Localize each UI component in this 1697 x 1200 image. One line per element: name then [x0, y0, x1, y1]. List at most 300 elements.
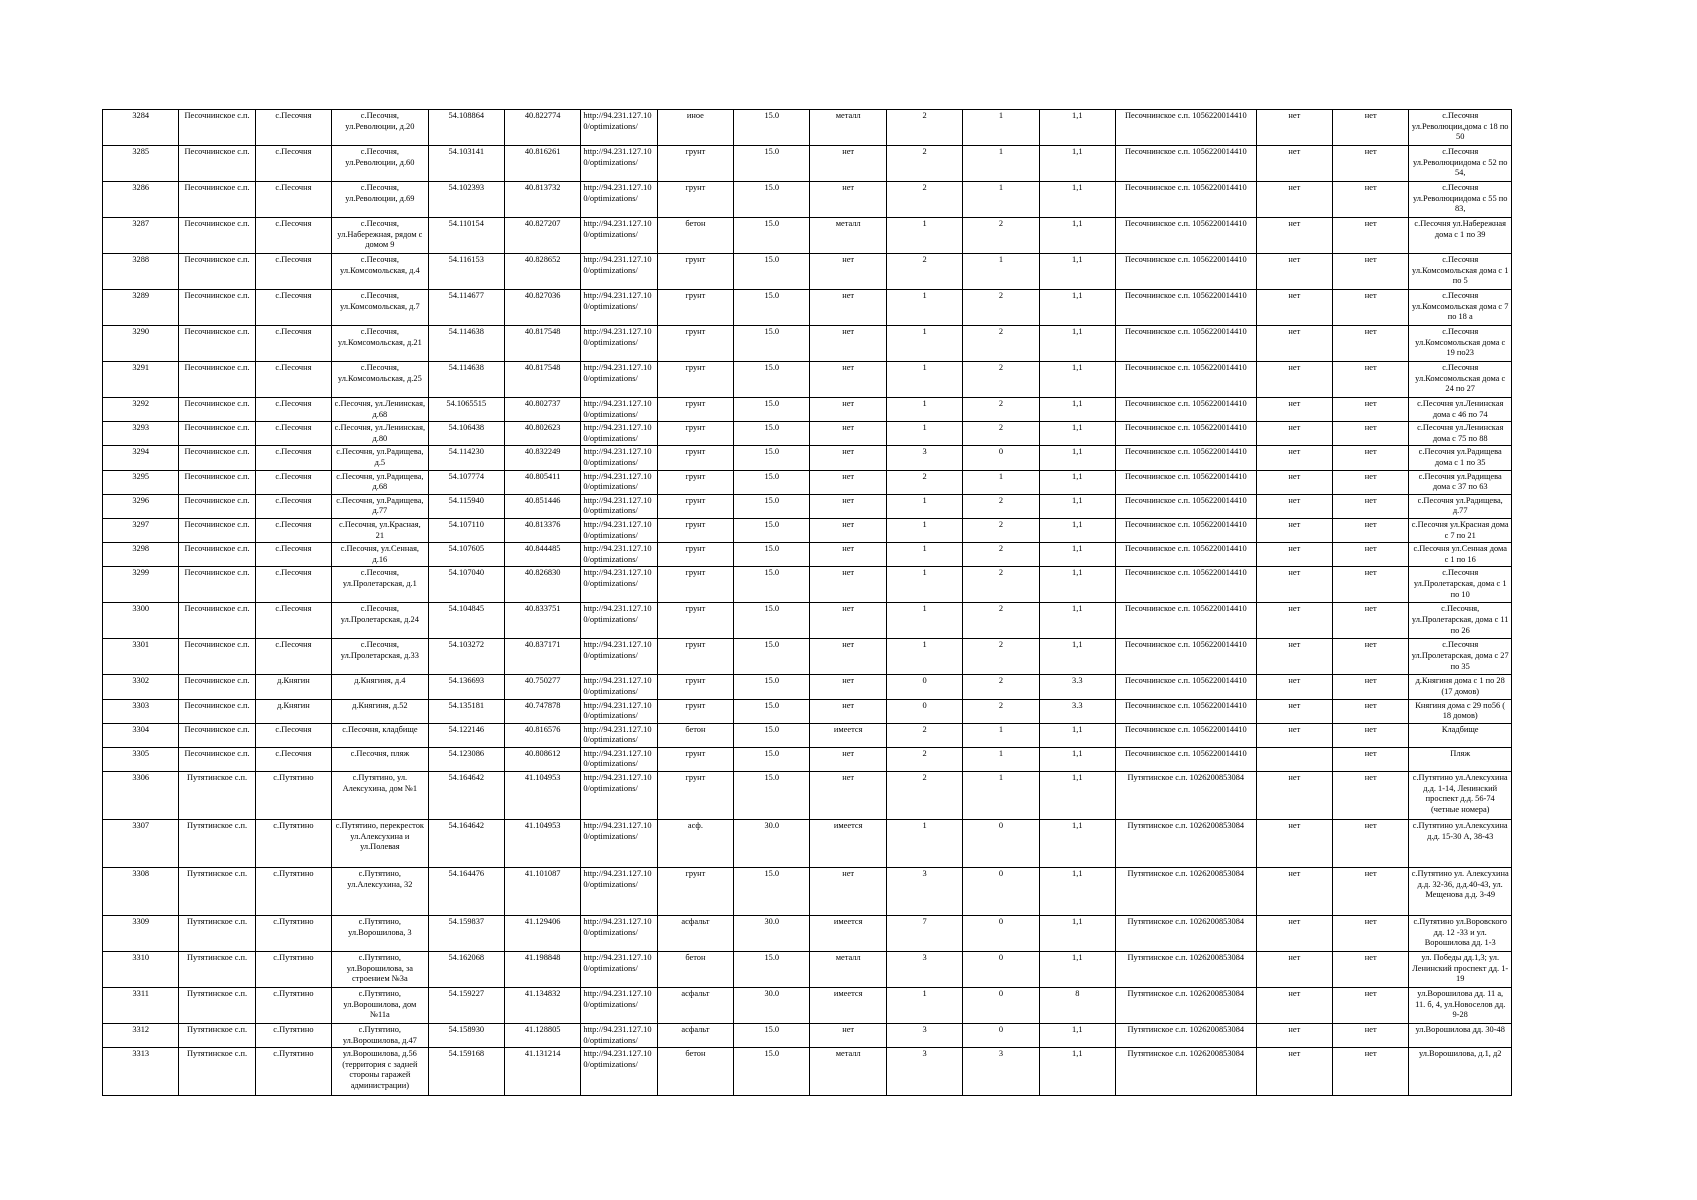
table-row — [103, 952, 1512, 988]
cell-containers: 1 — [886, 398, 962, 422]
cell-flag-a: нет — [1256, 422, 1332, 446]
cell-url[interactable]: http://94.231.127.100/optimizations/ — [581, 567, 657, 603]
cell-bunkers: 2 — [963, 398, 1039, 422]
cell-bunkers: 1 — [963, 747, 1039, 771]
cell-address: с.Песочня, ул.Комсомольская, д.21 — [332, 326, 428, 362]
cell-bunkers: 0 — [963, 446, 1039, 470]
cell-longitude: 40.747878 — [504, 699, 580, 723]
cell-locality: с.Путятино — [255, 1024, 331, 1048]
cell-url[interactable]: http://94.231.127.100/optimizations/ — [581, 422, 657, 446]
cell-id: 3304 — [103, 723, 179, 747]
cell-id: 3288 — [103, 254, 179, 290]
cell-fence: нет — [810, 603, 886, 639]
cell-settlement: Путятинское с.п. — [179, 868, 255, 916]
cell-fence: нет — [810, 422, 886, 446]
cell-containers: 2 — [886, 182, 962, 218]
cell-url[interactable]: http://94.231.127.100/optimizations/ — [581, 1048, 657, 1096]
table-row — [103, 146, 1512, 182]
cell-area: 30.0 — [734, 916, 810, 952]
cell-bunkers: 1 — [963, 470, 1039, 494]
cell-flag-a: нет — [1256, 362, 1332, 398]
cell-address: с.Песочня, ул.Сенная, д.16 — [332, 543, 428, 567]
cell-served-objects: д.Княгиня дома с 1 по 28 (17 домов) — [1409, 675, 1512, 699]
cell-area: 30.0 — [734, 988, 810, 1024]
cell-served-objects: Кладбище — [1409, 723, 1512, 747]
cell-area: 15.0 — [734, 398, 810, 422]
cell-longitude: 40.851446 — [504, 494, 580, 518]
cell-locality: с.Песочня — [255, 422, 331, 446]
cell-surface: грунт — [657, 182, 733, 218]
cell-url[interactable]: http://94.231.127.100/optimizations/ — [581, 639, 657, 675]
cell-latitude: 54.123086 — [428, 747, 504, 771]
cell-fence: нет — [810, 326, 886, 362]
cell-surface: грунт — [657, 603, 733, 639]
cell-flag-a: нет — [1256, 218, 1332, 254]
cell-flag-b: нет — [1333, 1024, 1409, 1048]
cell-address: с.Песочня, ул.Ленинская, д.80 — [332, 422, 428, 446]
cell-owner: Песочнинское с.п. 1056220014410 — [1115, 494, 1256, 518]
cell-surface: иное — [657, 110, 733, 146]
cell-flag-a: нет — [1256, 988, 1332, 1024]
cell-settlement: Песочнинское с.п. — [179, 747, 255, 771]
cell-owner: Песочнинское с.п. 1056220014410 — [1115, 398, 1256, 422]
cell-flag-b: нет — [1333, 699, 1409, 723]
cell-longitude: 40.828652 — [504, 254, 580, 290]
cell-area: 15.0 — [734, 1024, 810, 1048]
cell-latitude: 54.114638 — [428, 326, 504, 362]
cell-locality: с.Песочня — [255, 603, 331, 639]
cell-flag-a: нет — [1256, 182, 1332, 218]
cell-id: 3311 — [103, 988, 179, 1024]
cell-surface: грунт — [657, 543, 733, 567]
cell-volume: 1,1 — [1039, 772, 1115, 820]
cell-latitude: 54.114677 — [428, 290, 504, 326]
cell-volume: 1,1 — [1039, 1024, 1115, 1048]
cell-flag-b: нет — [1333, 494, 1409, 518]
cell-settlement: Путятинское с.п. — [179, 952, 255, 988]
cell-id: 3290 — [103, 326, 179, 362]
cell-url[interactable]: http://94.231.127.100/optimizations/ — [581, 988, 657, 1024]
cell-url[interactable]: http://94.231.127.100/optimizations/ — [581, 494, 657, 518]
cell-fence: нет — [810, 567, 886, 603]
cell-settlement: Путятинское с.п. — [179, 1024, 255, 1048]
cell-volume: 1,1 — [1039, 916, 1115, 952]
cell-fence: нет — [810, 146, 886, 182]
cell-flag-a: нет — [1256, 1048, 1332, 1096]
cell-served-objects: с.Песочня ул.Ленинская дома с 75 по 88 — [1409, 422, 1512, 446]
cell-url[interactable]: http://94.231.127.100/optimizations/ — [581, 543, 657, 567]
cell-settlement: Песочнинское с.п. — [179, 182, 255, 218]
cell-longitude: 41.128805 — [504, 1024, 580, 1048]
cell-locality: с.Путятино — [255, 772, 331, 820]
cell-surface: грунт — [657, 290, 733, 326]
cell-settlement: Песочнинское с.п. — [179, 254, 255, 290]
cell-flag-a: нет — [1256, 567, 1332, 603]
cell-longitude: 40.816261 — [504, 146, 580, 182]
cell-volume: 1,1 — [1039, 494, 1115, 518]
cell-url[interactable]: http://94.231.127.100/optimizations/ — [581, 916, 657, 952]
cell-settlement: Путятинское с.п. — [179, 916, 255, 952]
cell-served-objects: с.Песочня ул.Сенная дома с 1 по 16 — [1409, 543, 1512, 567]
cell-url[interactable]: http://94.231.127.100/optimizations/ — [581, 398, 657, 422]
cell-id: 3306 — [103, 772, 179, 820]
cell-owner: Песочнинское с.п. 1056220014410 — [1115, 747, 1256, 771]
cell-surface: грунт — [657, 747, 733, 771]
cell-id: 3301 — [103, 639, 179, 675]
cell-surface: грунт — [657, 398, 733, 422]
cell-volume: 1,1 — [1039, 723, 1115, 747]
cell-surface: грунт — [657, 518, 733, 542]
table-row — [103, 398, 1512, 422]
cell-address: с.Песочня, ул.Революции, д.20 — [332, 110, 428, 146]
cell-served-objects: с.Песочня ул.Революциидома с 55 по 83, — [1409, 182, 1512, 218]
cell-address: с.Путятино, ул.Ворошилова, за строением №3а — [332, 952, 428, 988]
cell-containers: 1 — [886, 494, 962, 518]
cell-area: 15.0 — [734, 603, 810, 639]
cell-surface: бетон — [657, 218, 733, 254]
cell-owner: Путятинское с.п. 1026200853084 — [1115, 1048, 1256, 1096]
cell-containers: 1 — [886, 218, 962, 254]
cell-address: с.Путятино, ул.Ворошилова, дом №11а — [332, 988, 428, 1024]
cell-volume: 1,1 — [1039, 470, 1115, 494]
cell-address: с.Песочня, ул.Пролетарская, д.33 — [332, 639, 428, 675]
cell-url[interactable]: http://94.231.127.100/optimizations/ — [581, 290, 657, 326]
cell-containers: 1 — [886, 518, 962, 542]
cell-latitude: 54.107605 — [428, 543, 504, 567]
cell-settlement: Песочнинское с.п. — [179, 639, 255, 675]
cell-address: с.Песочня, кладбище — [332, 723, 428, 747]
cell-surface: грунт — [657, 362, 733, 398]
cell-fence: нет — [810, 868, 886, 916]
cell-longitude: 40.844485 — [504, 543, 580, 567]
cell-url[interactable]: http://94.231.127.100/optimizations/ — [581, 146, 657, 182]
cell-bunkers: 2 — [963, 675, 1039, 699]
cell-address: с.Песочня, ул.Комсомольская, д.25 — [332, 362, 428, 398]
cell-url[interactable]: http://94.231.127.100/optimizations/ — [581, 747, 657, 771]
cell-containers: 1 — [886, 326, 962, 362]
cell-locality: с.Путятино — [255, 916, 331, 952]
cell-bunkers: 1 — [963, 723, 1039, 747]
table-row — [103, 639, 1512, 675]
table-row — [103, 326, 1512, 362]
cell-longitude: 41.131214 — [504, 1048, 580, 1096]
cell-bunkers: 2 — [963, 543, 1039, 567]
cell-volume: 1,1 — [1039, 290, 1115, 326]
cell-settlement: Песочнинское с.п. — [179, 567, 255, 603]
cell-latitude: 54.136693 — [428, 675, 504, 699]
cell-bunkers: 2 — [963, 290, 1039, 326]
table-row — [103, 518, 1512, 542]
cell-flag-b: нет — [1333, 146, 1409, 182]
cell-settlement: Песочнинское с.п. — [179, 446, 255, 470]
cell-owner: Песочнинское с.п. 1056220014410 — [1115, 254, 1256, 290]
cell-longitude: 40.817548 — [504, 362, 580, 398]
cell-settlement: Песочнинское с.п. — [179, 603, 255, 639]
cell-flag-a: нет — [1256, 326, 1332, 362]
cell-served-objects: с.Песочня ул.Комсомольская дома с 7 по 18 а — [1409, 290, 1512, 326]
cell-surface: грунт — [657, 254, 733, 290]
table-body — [103, 110, 1512, 1096]
cell-owner: Путятинское с.п. 1026200853084 — [1115, 952, 1256, 988]
cell-url[interactable]: http://94.231.127.100/optimizations/ — [581, 362, 657, 398]
cell-flag-b: нет — [1333, 543, 1409, 567]
cell-surface: асфальт — [657, 916, 733, 952]
cell-owner: Песочнинское с.п. 1056220014410 — [1115, 446, 1256, 470]
cell-url[interactable]: http://94.231.127.100/optimizations/ — [581, 1024, 657, 1048]
cell-volume: 1,1 — [1039, 110, 1115, 146]
cell-locality: д.Княгин — [255, 699, 331, 723]
cell-owner: Песочнинское с.п. 1056220014410 — [1115, 543, 1256, 567]
cell-owner: Путятинское с.п. 1026200853084 — [1115, 868, 1256, 916]
cell-surface: грунт — [657, 446, 733, 470]
cell-surface: грунт — [657, 146, 733, 182]
cell-address: с.Песочня, ул.Революции, д.69 — [332, 182, 428, 218]
cell-url[interactable]: http://94.231.127.100/optimizations/ — [581, 470, 657, 494]
cell-bunkers: 2 — [963, 218, 1039, 254]
cell-longitude: 40.832249 — [504, 446, 580, 470]
cell-bunkers: 2 — [963, 518, 1039, 542]
cell-bunkers: 0 — [963, 820, 1039, 868]
cell-id: 3285 — [103, 146, 179, 182]
cell-surface: грунт — [657, 772, 733, 820]
cell-containers: 2 — [886, 747, 962, 771]
cell-containers: 1 — [886, 820, 962, 868]
cell-fence: нет — [810, 254, 886, 290]
cell-latitude: 54.102393 — [428, 182, 504, 218]
cell-url[interactable]: http://94.231.127.100/optimizations/ — [581, 326, 657, 362]
cell-area: 15.0 — [734, 772, 810, 820]
cell-volume: 1,1 — [1039, 543, 1115, 567]
cell-fence: имеется — [810, 988, 886, 1024]
cell-flag-a: нет — [1256, 110, 1332, 146]
cell-locality: с.Песочня — [255, 110, 331, 146]
table-row — [103, 820, 1512, 868]
cell-url[interactable]: http://94.231.127.100/optimizations/ — [581, 723, 657, 747]
cell-fence: нет — [810, 772, 886, 820]
cell-locality: с.Песочня — [255, 446, 331, 470]
cell-id: 3299 — [103, 567, 179, 603]
cell-surface: грунт — [657, 567, 733, 603]
cell-id: 3297 — [103, 518, 179, 542]
cell-volume: 1,1 — [1039, 146, 1115, 182]
cell-flag-a: нет — [1256, 290, 1332, 326]
cell-latitude: 54.159837 — [428, 916, 504, 952]
table-row — [103, 868, 1512, 916]
cell-longitude: 40.827036 — [504, 290, 580, 326]
table-row — [103, 446, 1512, 470]
cell-fence: нет — [810, 675, 886, 699]
cell-containers: 3 — [886, 952, 962, 988]
cell-owner: Песочнинское с.п. 1056220014410 — [1115, 675, 1256, 699]
table-row — [103, 494, 1512, 518]
cell-owner: Песочнинское с.п. 1056220014410 — [1115, 110, 1256, 146]
cell-owner: Песочнинское с.п. 1056220014410 — [1115, 567, 1256, 603]
cell-id: 3298 — [103, 543, 179, 567]
cell-settlement: Путятинское с.п. — [179, 1048, 255, 1096]
cell-locality: с.Песочня — [255, 567, 331, 603]
cell-address: с.Путятино, ул. Алексухина, дом №1 — [332, 772, 428, 820]
cell-owner: Путятинское с.п. 1026200853084 — [1115, 916, 1256, 952]
cell-served-objects: ул.Ворошилова дд. 11 а, 11. б, 4, ул.Новоселов дд. 9-28 — [1409, 988, 1512, 1024]
cell-containers: 2 — [886, 723, 962, 747]
cell-url[interactable]: http://94.231.127.100/optimizations/ — [581, 110, 657, 146]
cell-latitude: 54.110154 — [428, 218, 504, 254]
cell-containers: 1 — [886, 422, 962, 446]
cell-url[interactable]: http://94.231.127.100/optimizations/ — [581, 182, 657, 218]
cell-containers: 3 — [886, 1048, 962, 1096]
cell-area: 15.0 — [734, 868, 810, 916]
cell-locality: с.Песочня — [255, 723, 331, 747]
cell-url[interactable]: http://94.231.127.100/optimizations/ — [581, 446, 657, 470]
cell-longitude: 40.750277 — [504, 675, 580, 699]
cell-url[interactable]: http://94.231.127.100/optimizations/ — [581, 952, 657, 988]
cell-longitude: 40.813376 — [504, 518, 580, 542]
cell-url[interactable]: http://94.231.127.100/optimizations/ — [581, 675, 657, 699]
cell-address: с.Песочня, ул.Комсомольская, д.7 — [332, 290, 428, 326]
cell-id: 3286 — [103, 182, 179, 218]
cell-longitude: 40.827207 — [504, 218, 580, 254]
cell-bunkers: 2 — [963, 639, 1039, 675]
cell-locality: с.Песочня — [255, 747, 331, 771]
cell-volume: 1,1 — [1039, 1048, 1115, 1096]
cell-flag-b: нет — [1333, 772, 1409, 820]
cell-served-objects: с.Путятино ул. Алексухина д.д. 32-36, д.д.40-43, ул. Мещенова д.д. 3-49 — [1409, 868, 1512, 916]
cell-owner: Песочнинское с.п. 1056220014410 — [1115, 470, 1256, 494]
cell-url[interactable]: http://94.231.127.100/optimizations/ — [581, 772, 657, 820]
cell-containers: 0 — [886, 699, 962, 723]
cell-volume: 1,1 — [1039, 747, 1115, 771]
cell-latitude: 54.159168 — [428, 1048, 504, 1096]
cell-served-objects: Пляж — [1409, 747, 1512, 771]
cell-latitude: 54.164642 — [428, 772, 504, 820]
cell-id: 3313 — [103, 1048, 179, 1096]
cell-longitude: 40.802623 — [504, 422, 580, 446]
cell-area: 15.0 — [734, 182, 810, 218]
cell-surface: грунт — [657, 675, 733, 699]
table-row — [103, 699, 1512, 723]
cell-served-objects: с.Песочня ул.Пролетарская, дома с 27 по 35 — [1409, 639, 1512, 675]
cell-surface: грунт — [657, 422, 733, 446]
cell-url[interactable]: http://94.231.127.100/optimizations/ — [581, 699, 657, 723]
cell-bunkers: 1 — [963, 772, 1039, 820]
table-row — [103, 747, 1512, 771]
cell-containers: 2 — [886, 110, 962, 146]
cell-address: с.Песочня, ул.Ленинская, д.68 — [332, 398, 428, 422]
cell-longitude: 40.837171 — [504, 639, 580, 675]
cell-bunkers: 2 — [963, 362, 1039, 398]
cell-address: с.Песочня, ул.Пролетарская, д.1 — [332, 567, 428, 603]
cell-area: 15.0 — [734, 747, 810, 771]
cell-area: 15.0 — [734, 254, 810, 290]
cell-served-objects: с.Песочня ул.Радищева дома с 1 по 35 — [1409, 446, 1512, 470]
cell-address: с.Путятино, перекресток ул.Алексухина и ул.Полевая — [332, 820, 428, 868]
table-row — [103, 470, 1512, 494]
cell-flag-b: нет — [1333, 518, 1409, 542]
cell-owner: Песочнинское с.п. 1056220014410 — [1115, 362, 1256, 398]
cell-bunkers: 2 — [963, 422, 1039, 446]
cell-address: с.Песочня, ул.Радищева, д.5 — [332, 446, 428, 470]
cell-surface: асф. — [657, 820, 733, 868]
cell-surface: грунт — [657, 639, 733, 675]
cell-containers: 3 — [886, 1024, 962, 1048]
cell-area: 30.0 — [734, 820, 810, 868]
cell-longitude: 41.101087 — [504, 868, 580, 916]
cell-owner: Песочнинское с.п. 1056220014410 — [1115, 723, 1256, 747]
cell-served-objects: с.Песочня, ул.Пролетарская, дома с 11 по 26 — [1409, 603, 1512, 639]
cell-id: 3291 — [103, 362, 179, 398]
cell-locality: с.Песочня — [255, 218, 331, 254]
table-row — [103, 362, 1512, 398]
cell-locality: с.Путятино — [255, 868, 331, 916]
cell-locality: с.Песочня — [255, 290, 331, 326]
table-row — [103, 290, 1512, 326]
cell-locality: с.Песочня — [255, 518, 331, 542]
cell-longitude: 40.816576 — [504, 723, 580, 747]
cell-area: 15.0 — [734, 446, 810, 470]
cell-id: 3287 — [103, 218, 179, 254]
cell-flag-b: нет — [1333, 422, 1409, 446]
cell-flag-b: нет — [1333, 254, 1409, 290]
table-row — [103, 603, 1512, 639]
cell-locality: с.Песочня — [255, 182, 331, 218]
cell-area: 15.0 — [734, 567, 810, 603]
cell-locality: с.Путятино — [255, 1048, 331, 1096]
cell-flag-b: нет — [1333, 398, 1409, 422]
cell-containers: 1 — [886, 639, 962, 675]
cell-area: 15.0 — [734, 110, 810, 146]
table-row — [103, 988, 1512, 1024]
cell-fence: металл — [810, 110, 886, 146]
cell-latitude: 54.164476 — [428, 868, 504, 916]
cell-served-objects: с.Путятино ул.Алексухина д.д. 1-14, Ленинский проспект д.д. 56-74 (четные номера) — [1409, 772, 1512, 820]
cell-locality: с.Путятино — [255, 820, 331, 868]
cell-area: 15.0 — [734, 639, 810, 675]
cell-fence: нет — [810, 470, 886, 494]
cell-bunkers: 2 — [963, 567, 1039, 603]
cell-url[interactable]: http://94.231.127.100/optimizations/ — [581, 218, 657, 254]
cell-served-objects: с.Песочня ул.Радищева дома с 37 по 63 — [1409, 470, 1512, 494]
cell-url[interactable]: http://94.231.127.100/optimizations/ — [581, 254, 657, 290]
cell-flag-b: нет — [1333, 603, 1409, 639]
cell-address: с.Песочня, ул.Радищева, д.68 — [332, 470, 428, 494]
cell-fence: нет — [810, 747, 886, 771]
cell-served-objects: с.Путятино ул.Алексухина д.д. 15-30 А, 38-43 — [1409, 820, 1512, 868]
cell-url[interactable]: http://94.231.127.100/optimizations/ — [581, 603, 657, 639]
cell-fence: нет — [810, 518, 886, 542]
cell-settlement: Путятинское с.п. — [179, 820, 255, 868]
cell-flag-b: нет — [1333, 218, 1409, 254]
cell-volume: 1,1 — [1039, 422, 1115, 446]
cell-locality: д.Княгин — [255, 675, 331, 699]
cell-area: 15.0 — [734, 362, 810, 398]
cell-longitude: 40.805411 — [504, 470, 580, 494]
cell-flag-b: нет — [1333, 326, 1409, 362]
cell-settlement: Песочнинское с.п. — [179, 290, 255, 326]
cell-flag-a: нет — [1256, 772, 1332, 820]
cell-url[interactable]: http://94.231.127.100/optimizations/ — [581, 518, 657, 542]
cell-volume: 3.3 — [1039, 699, 1115, 723]
cell-url[interactable]: http://94.231.127.100/optimizations/ — [581, 868, 657, 916]
table-row — [103, 218, 1512, 254]
cell-containers: 7 — [886, 916, 962, 952]
cell-containers: 2 — [886, 470, 962, 494]
cell-locality: с.Песочня — [255, 254, 331, 290]
cell-flag-b: нет — [1333, 290, 1409, 326]
cell-fence: нет — [810, 362, 886, 398]
cell-fence: металл — [810, 218, 886, 254]
cell-latitude: 54.159227 — [428, 988, 504, 1024]
cell-url[interactable]: http://94.231.127.100/optimizations/ — [581, 820, 657, 868]
